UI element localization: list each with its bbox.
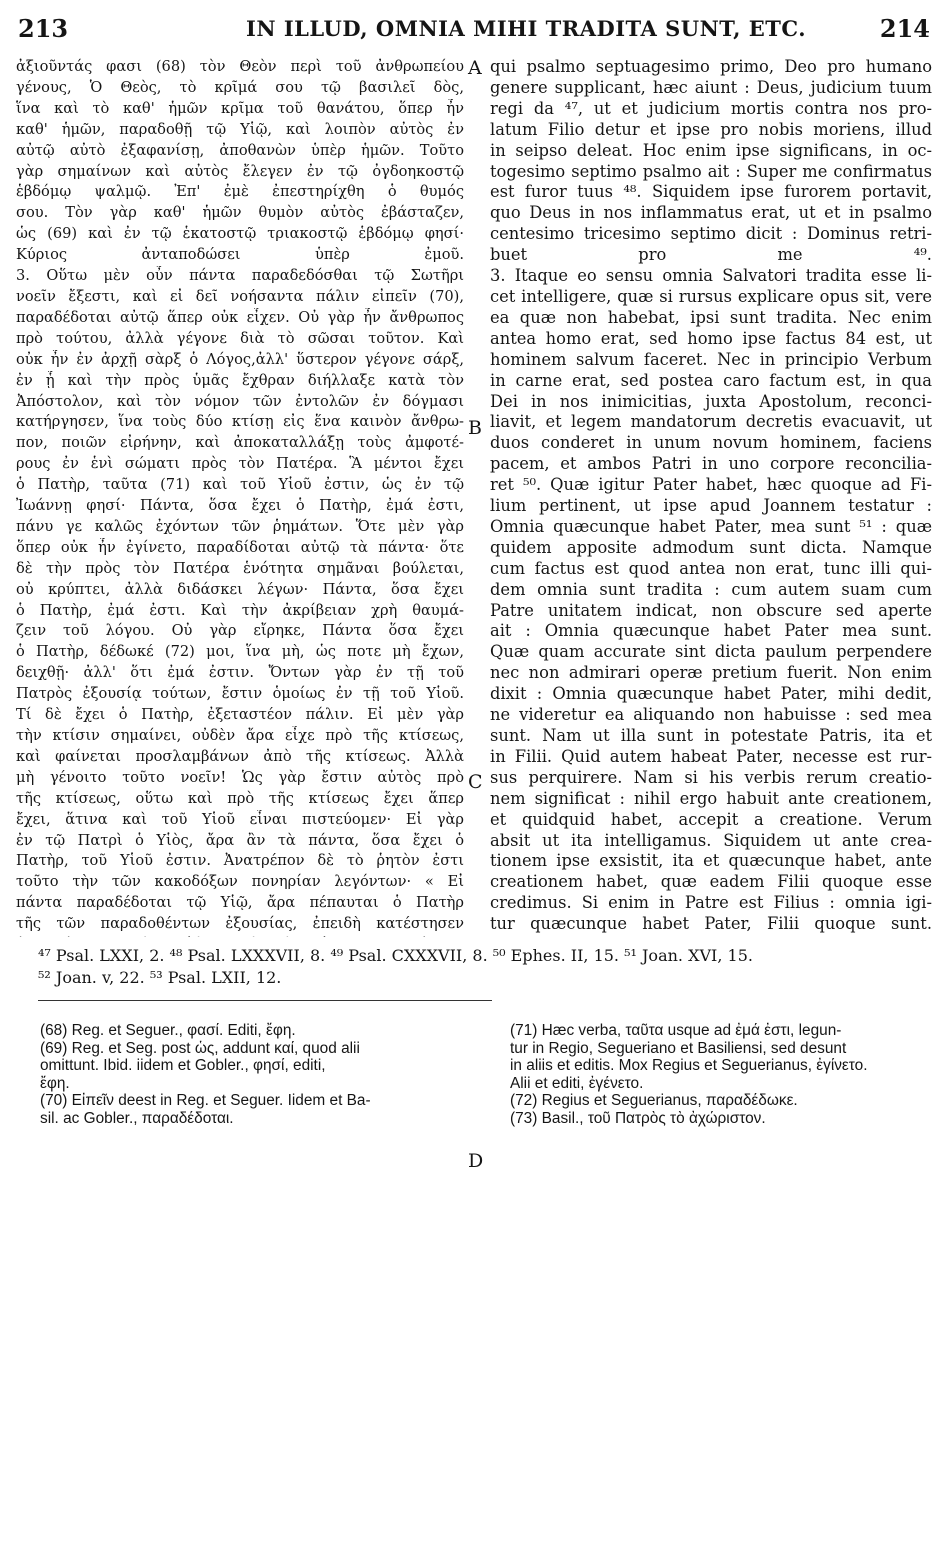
text-line: οὐκ ἦν ἐν ἀρχῇ σὰρξ ὁ Λόγος,ἀλλ' ὕστερον γέγονε σάρξ, [16, 350, 464, 368]
scripture-references [38, 945, 933, 989]
text-line: dixit : Omnia quæcunque habet Pater, mihi dedit, [490, 684, 932, 704]
page-number-left: 213 [18, 14, 69, 43]
text-line [490, 935, 932, 937]
text-line: ea quæ non habebat, ipsi sunt tradita. Nec enim [490, 307, 932, 327]
text-line: τὴν κτίσιν σημαίνει, οὐδὲν ἄρα εἶχε πρὸ τῆς κτίσεως, [16, 727, 464, 744]
margin-letter-c: C [468, 771, 483, 793]
text-line: creationem habet, quæ eadem Filii quoque esse [490, 872, 932, 892]
text-line: dem omnia sunt tradita : cum autem suam cum [490, 579, 932, 599]
text-line: ἐν ᾗ καὶ τὴν πρὸς ὑμᾶς ἔχθραν διήλλαξε κατὰ τὸν [16, 371, 464, 389]
text-line: in seipso deleat. Hoc enim ipse significans, in oc- [490, 140, 932, 160]
text-line: regi da ⁴⁷, ut et judicium mortis contra nos pro- [490, 98, 932, 118]
text-line: ὡς (69) καὶ ἐν τῷ ἑκατοστῷ τριακοστῷ ἑβδόμῳ φησί· [16, 225, 464, 243]
footnote-line: tur in Regio, Segueriano et Basiliensi, sed desunt [510, 1039, 847, 1057]
text-line: ἔχει, ἅτινα καὶ τοῦ Υἱοῦ εἶναι πιστεύομεν· Εἰ γὰρ [16, 810, 464, 828]
text-line: et quidquid habet, accepit a creatione. Verum [490, 809, 932, 829]
text-line: ait : Omnia quæcunque habet Pater mea sunt. [490, 621, 932, 641]
text-line: παραδέδοται αὐτῷ ἅπερ οὐκ εἶχεν. Οὐ γὰρ ἦν ἄνθρωπος [16, 308, 464, 326]
text-line: τῆς τῶν παραδοθέντων ἐξουσίας, ἐπειδὴ κατέστησεν [16, 915, 464, 933]
footnotes-left [40, 1022, 458, 1127]
margin-letter-b: B [468, 417, 482, 439]
text-line: quidem apposite admodum sunt dicta. Namque [490, 537, 932, 557]
text-line: γὰρ σημαίνων καὶ αὐτὸς ἔλεγεν ἐν τῷ ὀγδοηκοστῷ [16, 162, 464, 180]
margin-letter-d: D [468, 1150, 484, 1172]
text-line: Κύριος ἀνταποδώσει ὑπὲρ ἐμοῦ. [16, 246, 464, 264]
text-line: ρους ἐν ἑνὶ σώματι πρὸς τὸν Πατέρα. Ἃ μέντοι ἔχει [16, 455, 464, 473]
text-line: ἵνα καὶ τὸ καθ' ἡμῶν κρῖμα τοῦ θανάτου, ὅπερ ἦν [16, 99, 464, 117]
footnote-line: (69) Reg. et Seg. post ὡς, addunt καί, quod alii [40, 1039, 360, 1057]
text-line: πάντα παραδέδοται τῷ Υἱῷ, ἄρα πέπαυται ὁ Πατὴρ [16, 894, 464, 912]
text-line: ὁ Πατὴρ, δέδωκέ (72) μοι, ἵνα μὴ, ὡς ποτε μὴ ἔχων, [16, 643, 464, 661]
text-line: tionem ipse exsistit, ita et quæcunque habet, ante [490, 851, 932, 871]
text-line: qui psalmo septuagesimo primo, Deo pro humano [490, 57, 932, 76]
text-line: pacem, et ambos Patri in uno corpore reconcilia- [490, 454, 932, 474]
text-line: in carne erat, sed postea caro factum est, in qua [490, 370, 932, 390]
text-line: antea homo erat, sed homo ipse factus 84 est, ut [490, 328, 932, 348]
footnote-line: (71) Hæc verba, ταῦτα usque ad ἐμά ἐστι, legun- [510, 1022, 842, 1039]
text-line: Omnia quæcunque habet Pater, mea sunt ⁵¹ : quæ [490, 516, 932, 536]
text-line: ret ⁵⁰. Quæ igitur Pater habet, hæc quoque ad Fi- [490, 475, 932, 495]
text-line [16, 935, 464, 937]
margin-letters [464, 0, 488, 1556]
footnote-line: omittunt. Ibid. iidem et Gobler., φησί, editi, [40, 1057, 326, 1074]
text-line: τῆς κτίσεως, οὕτω καὶ πρὸ τῆς κτίσεως ἔχει ἅπερ [16, 789, 464, 807]
text-line: καὶ φαίνεται προσλαμβάνων ἀπὸ τῆς κτίσεως. Ἀλλὰ [16, 747, 464, 765]
text-line: πρὸ τούτου, ἀλλὰ γέγονε διὰ τὸ σῶσαι τοῦτον. Καὶ [16, 329, 464, 347]
text-line: πάνυ γε καλῶς ἐχόντων τῶν ῥημάτων. Ὅτε μὲν γὰρ [16, 517, 464, 535]
footnote-line: (70) Εἰπεῖν deest in Reg. et Seguer. Iidem et Ba- [40, 1092, 371, 1109]
text-line: 3. Itaque eo sensu omnia Salvatori tradita esse li- [490, 266, 932, 286]
text-line: duos conderet in unum novum hominem, faciens [490, 433, 932, 453]
text-line: ne videretur ea aliquando non habuisse : sed mea [490, 705, 932, 725]
text-line: ζειν τοῦ λόγου. Οὐ γὰρ εἴρηκε, Πάντα ὅσα ἔχει [16, 622, 464, 640]
text-line: Ἰωάννῃ φησί· Πάντα, ὅσα ἔχει ὁ Πατὴρ, ἐμά ἐστι, [16, 497, 464, 515]
text-line: tur quæcunque habet Pater, Filii quoque sunt. [490, 914, 932, 934]
footnote-line: (68) Reg. et Seguer., φασί. Editi, ἔφη. [40, 1022, 296, 1039]
scripture-line: ⁵² Joan. v, 22. ⁵³ Psal. LXII, 12. [38, 968, 282, 987]
text-line: δὲ τὴν πρὸς τὸν Πατέρα ἑνότητα σημᾶναι βούλεται, [16, 559, 464, 577]
text-line: cet intelligere, quæ si rursus explicare opus sit, vere [490, 286, 932, 306]
text-line: absit ut ita intelligamus. Siquidem ut ante crea- [490, 830, 932, 850]
text-line: buet pro me ⁴⁹. [490, 245, 932, 265]
text-line: αὐτῷ αὐτὸ ἐξαφανίσῃ, ἀποθανὼν ὑπὲρ ἡμῶν. Τοῦτο [16, 141, 464, 159]
footnote-line: ἔφη. [40, 1074, 70, 1092]
text-line: νοεῖν ἔξεστι, καὶ εἰ δεῖ νοήσαντα πάλιν εἰπεῖν (70), [16, 287, 464, 305]
page-number-right: 214 [879, 14, 930, 43]
text-line: ἐν τῷ Πατρὶ ὁ Υἱὸς, ἄρα ἂν τὰ πάντα, ὅσα ἔχει ὁ [16, 831, 464, 849]
text-line: Quæ quam accurate sint dicta paulum perpendere [490, 642, 932, 662]
text-line: in Filii. Quid autem habeat Pater, necesse est rur- [490, 746, 932, 766]
footnote-line: sil. ac Gobler., παραδέδοται. [40, 1109, 234, 1127]
scripture-line: ⁴⁷ Psal. LXXI, 2. ⁴⁸ Psal. LXXXVII, 8. ⁴⁹ Psal. CXXXVII, 8. ⁵⁰ Ephes. II, 15. ⁵¹ Joan. XVI, 15. [38, 946, 753, 965]
text-line: Πατὴρ, τοῦ Υἱοῦ ἐστιν. Ἀνατρέπον δὲ τὸ ῥητὸν ἐστι [16, 852, 464, 870]
text-line: ὁ Πατὴρ, ταῦτα (71) καὶ τοῦ Υἱοῦ ἐστιν, ὡς ἐν τῷ [16, 476, 464, 494]
text-line: credimus. Si enim in Patre est Filius : omnia igi- [490, 893, 932, 913]
text-line: τοῦτο τὴν τῶν κακοδόξων πονηρίαν λεγόντων· « Εἰ [16, 873, 464, 891]
text-line: δειχθῇ· ἀλλ' ὅτι ἐμά ἐστιν. Ὄντων γὰρ ἐν τῇ τοῦ [16, 664, 464, 682]
text-line: est furor tuus ⁴⁸. Siquidem ipse furorem portavit, [490, 182, 932, 202]
text-line: quo Deus in nos inflammatus erat, ut et in psalmo [490, 203, 932, 223]
text-line: genere supplicant, hæc aiunt : Deus, judicium tuum [490, 77, 932, 97]
text-line: nec non admirari operæ pretium fuerit. Non enim [490, 663, 932, 683]
text-line: μὴ γένοιτο τοῦτο νοεῖν! Ὡς γὰρ ἔστιν αὐτὸς πρὸ [16, 768, 464, 786]
text-line: Dei in nos inimicitias, juxta Apostolum, reconci- [490, 391, 932, 411]
text-line: σου. Τὸν γὰρ καθ' ἡμῶν θυμὸν αὐτὸς ἐβάσταζεν, [16, 204, 464, 222]
text-line: centesimo tricesimo septimo dicit : Dominus retri- [490, 224, 932, 244]
text-line: 3. Οὕτω μὲν οὖν πάντα παραδεδόσθαι τῷ Σωτῆρι [16, 267, 464, 285]
text-line: γένους, Ὁ Θεὸς, τὸ κρῖμά σου τῷ βασιλεῖ δὸς, [16, 78, 464, 96]
text-line: ἀξιοῦντάς φασι (68) τὸν Θεὸν περὶ τοῦ ἀνθρωπείου [16, 58, 464, 75]
text-line: ἑβδόμῳ ψαλμῷ. Ἐπ' ἐμὲ ἐπεστηρίχθη ὁ θυμός [16, 183, 464, 201]
text-line: latum Filio detur et ipse pro nobis moriens, illud [490, 119, 932, 139]
greek-text-column [16, 57, 464, 937]
text-line: cum factus est quod antea non erat, tunc illi qui- [490, 558, 932, 578]
text-line: καθ' ἡμῶν, παραδοθῇ τῷ Υἱῷ, καὶ λοιπὸν αὐτὸς ἐν [16, 120, 464, 138]
text-line: ὅπερ οὐκ ἦν ἐγίνετο, παραδίδοται αὐτῷ τὰ πάντα· ὅτε [16, 538, 464, 556]
text-line: κατήργησεν, ἵνα τοὺς δύο κτίσῃ εἰς ἕνα καινὸν ἄνθρω- [16, 413, 464, 431]
text-line: hominem salvum faceret. Nec in principio Verbum [490, 349, 932, 369]
text-line: liavit, et legem mandatorum decretis evacuavit, ut [490, 412, 932, 432]
text-line: sus perquirere. Nam si his verbis rerum creatio- [490, 767, 932, 787]
footnote-line: (73) Basil., τοῦ Πατρὸς τὸ ἀχώριστον. [510, 1109, 766, 1127]
footnotes-right [510, 1022, 930, 1127]
text-line: Ἀπόστολον, καὶ τὸν νόμον τῶν ἐντολῶν ἐν δόγμασι [16, 392, 464, 410]
footnote-line: in aliis et editis. Mox Regius et Seguerianus, ἐγίνετο. [510, 1057, 868, 1074]
text-line: Πατρὸς ἐξουσίᾳ τούτων, ἔστιν ὁμοίως ἐν τῇ τοῦ Υἱοῦ. [16, 685, 464, 703]
text-line: sunt. Nam ut illa sunt in potestate Patris, ita et [490, 726, 932, 745]
text-line: Τί δὲ ἔχει ὁ Πατὴρ, ἐξεταστέον πάλιν. Εἰ μὲν γὰρ [16, 706, 464, 724]
footnote-line: (72) Regius et Seguerianus, παραδέδωκε. [510, 1092, 798, 1109]
text-line: Patre unitatem indicat, non obscure sed aperte [490, 600, 932, 620]
text-line: πον, ποιῶν εἰρήνην, καὶ ἀποκαταλλάξῃ τοὺς ἀμφοτέ- [16, 434, 464, 452]
text-line: lium pertinent, ut ipse apud Joannem testatur : [490, 496, 932, 516]
text-line: ὁ Πατὴρ, ἐμά ἐστι. Καὶ τὴν ἀκρίβειαν χρὴ θαυμά- [16, 601, 464, 619]
latin-text-column [490, 57, 932, 937]
footnote-divider [38, 1000, 492, 1001]
running-title: IN ILLUD, OMNIA MIHI TRADITA SUNT, ETC. [246, 16, 807, 41]
text-line: togesimo septimo psalmo ait : Super me confirmatus [490, 161, 932, 181]
footnote-line: Alii et editi, ἐγένετο. [510, 1074, 644, 1092]
text-line: nem significat : nihil ergo habuit ante creationem, [490, 788, 932, 808]
margin-letter-a: A [468, 57, 482, 79]
text-line: οὐ κρύπτει, ἀλλὰ διδάσκει λέγων· Πάντα, ὅσα ἔχει [16, 580, 464, 598]
